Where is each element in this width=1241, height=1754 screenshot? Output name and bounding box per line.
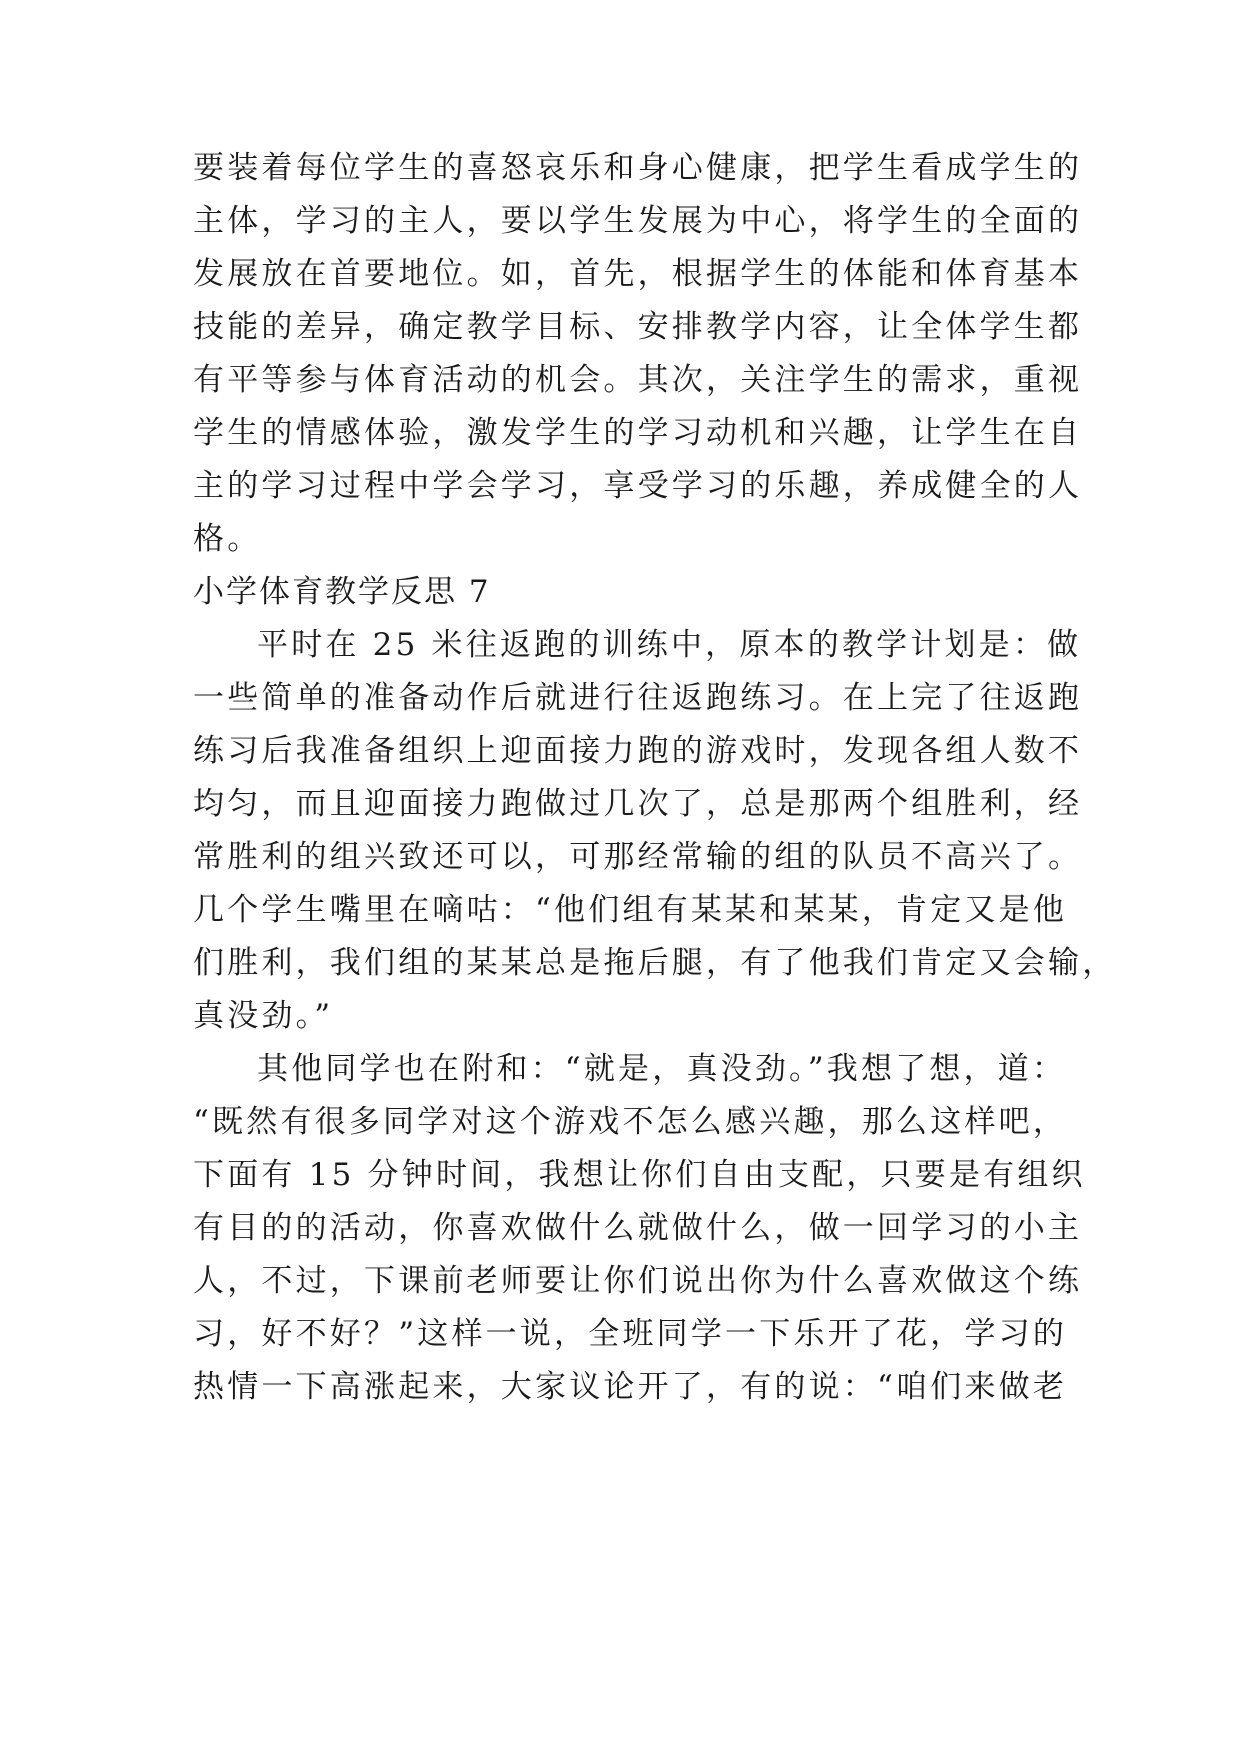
paragraph-3-line-3: 下面有 15 分钟时间，我想让你们自由支配，只要是有组织 (193, 1157, 1086, 1193)
paragraph-2-line-2: 一些简单的准备动作后就进行往返跑练习。在上完了往返跑 (193, 680, 1083, 716)
paragraph-3-line-7: 热情一下高涨起来，大家议论开了，有的说：“咱们来做老 (193, 1369, 1068, 1405)
paragraph-2-line-1: 平时在 25 米往返跑的训练中，原本的教学计划是：做 (257, 627, 1082, 663)
paragraph-2-line-4: 均匀，而且迎面接力跑做过几次了，总是那两个组胜利，经 (193, 786, 1083, 822)
paragraph-3-line-2: “既然有很多同学对这个游戏不怎么感兴趣，那么这样吧， (193, 1104, 1068, 1140)
paragraph-3-line-6: 习，好不好？”这样一说，全班同学一下乐开了花，学习的 (193, 1316, 1068, 1352)
paragraph-1-line-3: 发展放在首要地位。如，首先，根据学生的体能和体育基本 (193, 256, 1083, 292)
section-heading: 小学体育教学反思 7 (193, 574, 491, 610)
paragraph-2-line-7: 们胜利，我们组的某某总是拖后腿，有了他我们肯定又会输， (193, 945, 1117, 981)
paragraph-1-line-5: 有平等参与体育活动的机会。其次，关注学生的需求，重视 (193, 362, 1083, 398)
paragraph-2-line-3: 练习后我准备组织上迎面接力跑的游戏时，发现各组人数不 (193, 733, 1083, 769)
paragraph-2-line-5: 常胜利的组兴致还可以，可那经常输的组的队员不高兴了。 (193, 839, 1083, 875)
paragraph-3-line-4: 有目的的活动，你喜欢做什么就做什么，做一回学习的小主 (193, 1210, 1083, 1246)
paragraph-1-line-8: 格。 (193, 521, 262, 557)
paragraph-1-line-2: 主体，学习的主人，要以学生发展为中心，将学生的全面的 (193, 203, 1083, 239)
paragraph-3-line-5: 人，不过，下课前老师要让你们说出你为什么喜欢做这个练 (193, 1263, 1083, 1299)
paragraph-3-line-1: 其他同学也在附和：“就是，真没劲。”我想了想，道： (257, 1051, 1067, 1087)
paragraph-1-line-1: 要装着每位学生的喜怒哀乐和身心健康，把学生看成学生的 (193, 150, 1083, 186)
paragraph-1-line-7: 主的学习过程中学会学习，享受学习的乐趣，养成健全的人 (193, 468, 1083, 504)
paragraph-1-line-6: 学生的情感体验，激发学生的学习动机和兴趣，让学生在自 (193, 415, 1083, 451)
paragraph-2-line-6: 几个学生嘴里在嘀咕：“他们组有某某和某某，肯定又是他 (193, 892, 1068, 928)
paragraph-1-line-4: 技能的差异，确定教学目标、安排教学内容，让全体学生都 (193, 309, 1083, 345)
paragraph-2-line-8: 真没劲。” (193, 998, 334, 1034)
